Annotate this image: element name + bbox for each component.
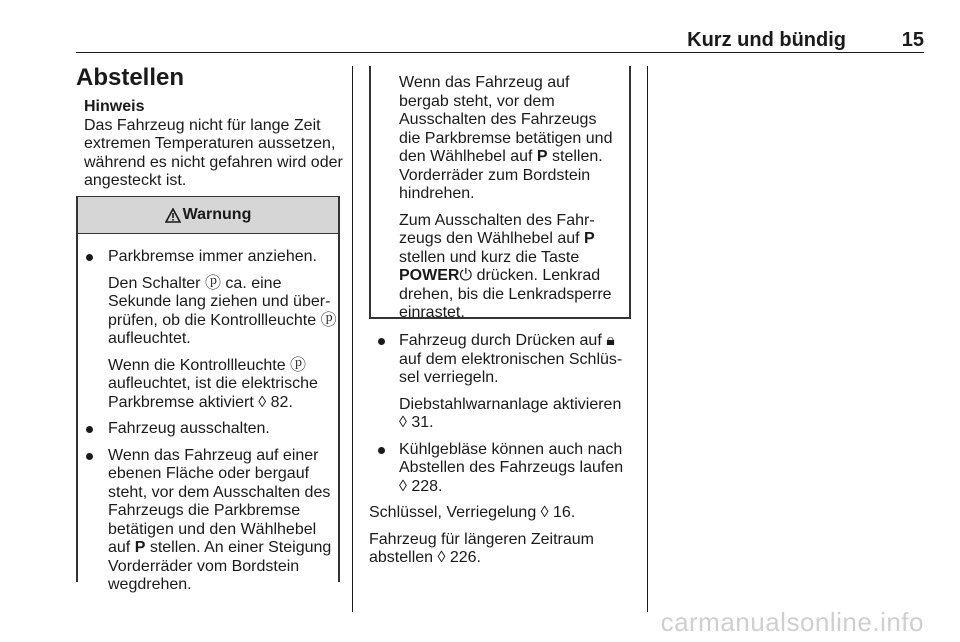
column-divider-1: [352, 66, 353, 612]
header-divider: [76, 52, 924, 53]
watermark: carmanualsonline.info: [660, 607, 924, 637]
info-box: [369, 66, 631, 319]
note-text: Das Fahrzeug nicht für lange Zeit extremen Temperaturen aussetzen, während es nicht gefahren wird oder angesteckt ist.: [84, 116, 343, 189]
chapter-title: Kurz und bündig: [687, 29, 846, 51]
list-item-detail: Wenn die Kontrollleuchte ⓟ aufleuchtet, ist die elektrische Parkbremse aktiviert ◊ 82.: [108, 356, 318, 411]
right-column: [369, 332, 631, 576]
page-reference-icon: ◊: [399, 477, 407, 495]
list-item-detail: Diebstahlwarnanlage aktivieren ◊ 31.: [399, 395, 622, 431]
page-number: 15: [901, 29, 924, 51]
warning-box: [76, 196, 340, 593]
list-item: Fahrzeug ausschalten.: [78, 420, 338, 439]
lock-icon: 🔒︎: [606, 332, 615, 349]
info-paragraph: Zum Ausschalten des Fahr-zeugs den Wählhebel auf P stellen und kurz die Taste POWER⏻ drücken. Lenkrad drehen, bis die Lenkradsperre einrastet.: [399, 211, 612, 321]
warning-label: Warnung: [182, 206, 252, 223]
list-item: Fahrzeug durch Drücken auf 🔒︎ auf dem elektronischen Schlüs-sel verriegeln.: [369, 332, 631, 388]
warning-body: [78, 234, 338, 595]
list-item: Kühlgebläse können auch nach Abstellen des Fahrzeugs laufen ◊ 228.: [369, 441, 631, 497]
note-label: Hinweis: [84, 98, 145, 115]
info-paragraph: Wenn das Fahrzeug auf bergab steht, vor dem Ausschalten des Fahrzeugs die Parkbremse betätigen und den Wählhebel auf P stellen. Vorderräder zum Bordstein hindrehen.: [399, 74, 613, 202]
page-reference-icon: ◊: [437, 549, 446, 566]
parking-brake-icon: ⓟ: [204, 274, 221, 292]
page-reference-icon: ◊: [399, 414, 407, 431]
cross-reference: Schlüssel, Verriegelung ◊ 16.: [369, 504, 576, 521]
parking-brake-icon: ⓟ: [290, 356, 307, 374]
warning-header: [78, 196, 338, 234]
power-icon: ⏻: [459, 267, 473, 284]
parking-brake-icon: ⓟ: [320, 311, 337, 329]
note-block: [84, 98, 344, 191]
list-item: Parkbremse immer anziehen.: [78, 248, 338, 267]
warning-triangle-icon: [165, 208, 181, 223]
cross-reference: Fahrzeug für längeren Zeitraum abstellen ◊ 226.: [369, 530, 594, 566]
page-reference-icon: ◊: [540, 504, 549, 521]
list-item-detail: Den Schalter ⓟ ca. eine Sekunde lang ziehen und über-prüfen, ob die Kontrollleuchte ⓟ aufleuchtet.: [108, 274, 337, 347]
section-title: Abstellen: [76, 64, 185, 91]
list-item: Wenn das Fahrzeug auf einer ebenen Fläche oder bergauf steht, vor dem Ausschalten des Fahrzeugs die Parkbremse betätigen und den Wählhebel auf P stellen. An einer Steigung Vorderräder vom Bordstein wegdrehen.: [78, 447, 338, 595]
column-divider-2: [647, 66, 648, 612]
page-reference-icon: ◊: [258, 393, 267, 411]
